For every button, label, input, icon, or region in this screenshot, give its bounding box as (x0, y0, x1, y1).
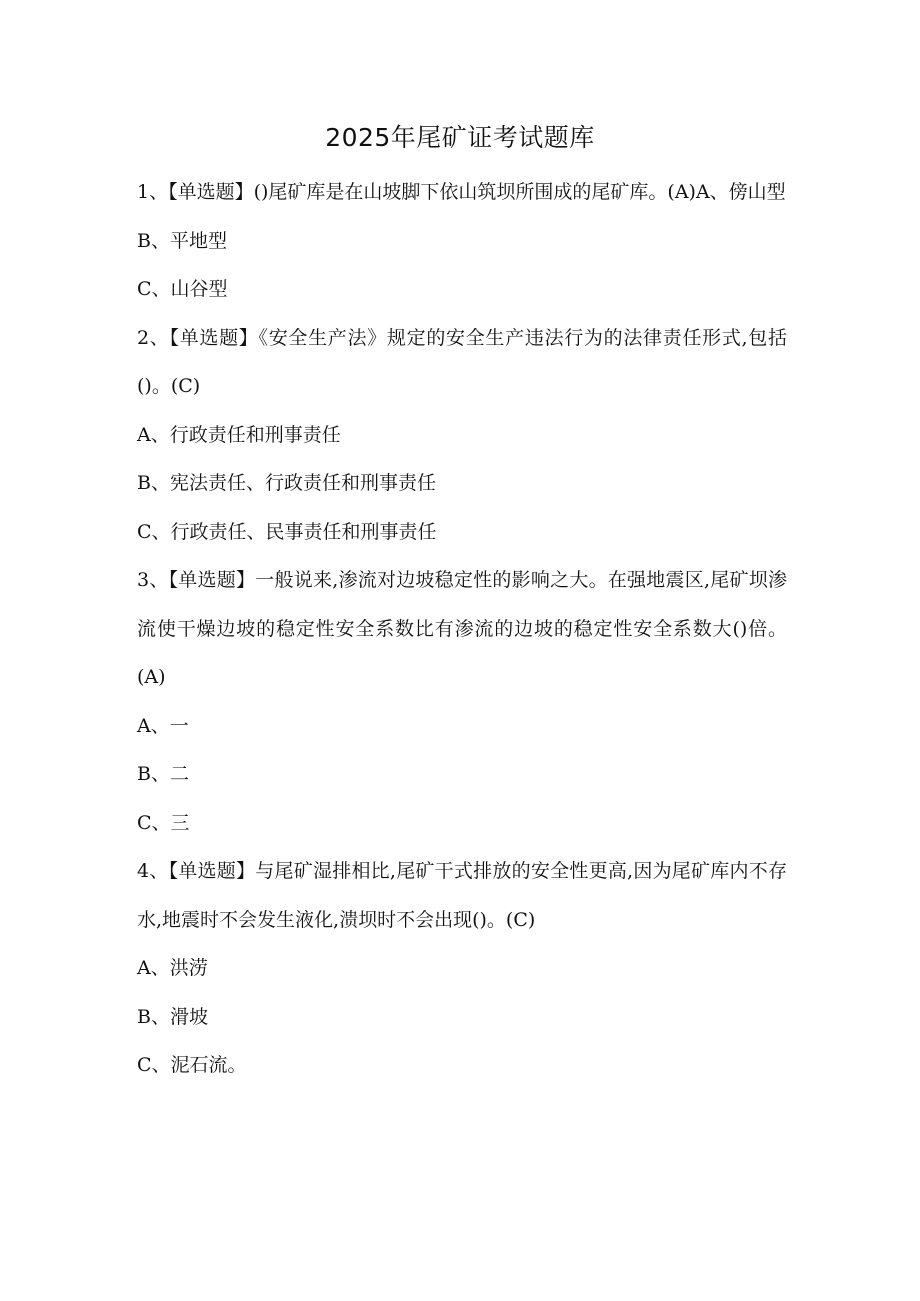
question-text: 2、【单选题】《安全生产法》规定的安全生产违法行为的法律责任形式,包括()。(C) (137, 326, 787, 397)
option-c: C、三 (137, 811, 190, 834)
question-list (137, 168, 787, 1090)
option-b: B、滑坡 (137, 1005, 208, 1028)
option-b: B、宪法责任、行政责任和刑事责任 (137, 472, 436, 494)
document-title: 2025年尾矿证考试题库 (325, 123, 595, 152)
question-4 (137, 847, 787, 1090)
option-b: B、平地型 (137, 229, 227, 252)
question-text: 3、【单选题】一般说来,渗流对边坡稳定性的影响之大。在强地震区,尾矿坝渗流使干燥边坡的稳定性安全系数比有渗流的边坡的稳定性安全系数大()倍。(A) (137, 569, 787, 688)
option-a: A、一 (137, 714, 189, 737)
option-b: B、二 (137, 763, 189, 785)
question-1 (137, 168, 787, 314)
option-c: C、山谷型 (137, 278, 228, 300)
option-c: C、泥石流。 (137, 1054, 247, 1076)
question-text: 1、【单选题】()尾矿库是在山坡脚下依山筑坝所围成的尾矿库。(A)A、傍山型 (137, 181, 786, 203)
question-3 (137, 556, 787, 847)
option-a: A、行政责任和刑事责任 (137, 423, 341, 446)
option-a: A、洪涝 (137, 957, 208, 979)
option-c: C、行政责任、民事责任和刑事责任 (137, 520, 437, 543)
question-2 (137, 314, 787, 557)
question-text: 4、【单选题】与尾矿湿排相比,尾矿干式排放的安全性更高,因为尾矿库内不存水,地震时不会发生液化,溃坝时不会出现()。(C) (137, 860, 787, 931)
